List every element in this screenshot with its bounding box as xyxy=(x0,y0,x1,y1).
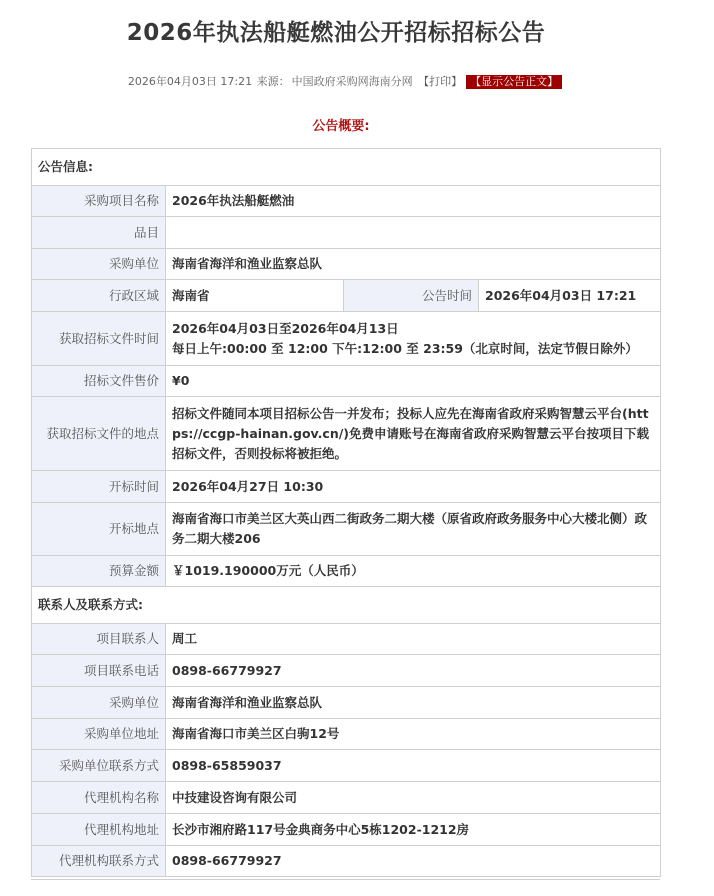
row-label: 预算金额 xyxy=(32,556,166,587)
print-link[interactable]: 【打印】 xyxy=(418,75,463,88)
open-time-value: 2026年04月27日 10:30 xyxy=(166,471,661,503)
contact-value: 海南省海口市美兰区白驹12号 xyxy=(166,719,661,750)
row-label: 行政区域 xyxy=(32,280,166,312)
table-row xyxy=(32,471,661,503)
contact-value: 长沙市湘府路117号金典商务中心5栋1202-1212房 xyxy=(166,814,661,846)
region-value: 海南省 xyxy=(166,280,344,312)
table-row xyxy=(32,217,661,249)
table-row xyxy=(32,750,661,782)
contact-value: 0898-65859037 xyxy=(166,750,661,782)
summary-heading: 公告概要: xyxy=(312,119,370,134)
row-label: 开标时间 xyxy=(32,471,166,503)
source-name: 中国政府采购网海南分网 xyxy=(291,75,413,88)
table-row xyxy=(32,503,661,556)
purchaser-value: 海南省海洋和渔业监察总队 xyxy=(166,249,661,280)
announcement-table xyxy=(31,148,661,877)
row-label: 代理机构地址 xyxy=(32,814,166,846)
budget-value: ￥1019.190000万元（人民币） xyxy=(166,556,661,587)
table-row xyxy=(32,624,661,655)
row-label: 开标地点 xyxy=(32,503,166,556)
row-label: 项目联系电话 xyxy=(32,655,166,687)
row-label: 招标文件售价 xyxy=(32,366,166,397)
row-label: 采购单位地址 xyxy=(32,719,166,750)
contact-value: 0898-66779927 xyxy=(166,655,661,687)
row-label: 代理机构名称 xyxy=(32,782,166,814)
row-label: 项目联系人 xyxy=(32,624,166,655)
row-label: 采购单位 xyxy=(32,249,166,280)
contact-value: 中技建设咨询有限公司 xyxy=(166,782,661,814)
show-text-button[interactable]: 【显示公告正文】 xyxy=(466,75,562,89)
doc-time-dates: 2026年04月03日至2026年04月13日 xyxy=(172,320,399,336)
section-row xyxy=(32,149,661,186)
section-row xyxy=(32,587,661,624)
publish-time-value: 2026年04月03日 17:21 xyxy=(479,280,661,312)
row-label: 采购项目名称 xyxy=(32,186,166,217)
publish-datetime: 2026年04月03日 17:21 xyxy=(127,75,253,88)
table-row xyxy=(32,655,661,687)
source-label: 来源： xyxy=(256,75,290,88)
row-label: 采购单位 xyxy=(32,687,166,719)
contact-section-title: 联系人及联系方式: xyxy=(32,587,661,624)
row-label: 获取招标文件的地点 xyxy=(32,397,166,471)
doc-price-value: ¥0 xyxy=(166,366,661,397)
row-label: 获取招标文件时间 xyxy=(32,312,166,366)
table-row xyxy=(32,814,661,846)
table-row xyxy=(32,366,661,397)
page-title: 2026年执法船艇燃油公开招标招标公告 xyxy=(126,20,546,46)
contact-value: 周工 xyxy=(166,624,661,655)
project-name-value: 2026年执法船艇燃油 xyxy=(166,186,661,217)
table-row xyxy=(32,186,661,217)
items-value xyxy=(166,217,661,249)
contact-value: 海南省海洋和渔业监察总队 xyxy=(166,687,661,719)
table-row xyxy=(32,280,661,312)
open-place-value: 海南省海口市美兰区大英山西二街政务二期大楼（原省政府政务服务中心大楼北侧）政务二期大楼206 xyxy=(166,503,661,556)
table-row xyxy=(32,846,661,877)
row-label: 公告时间 xyxy=(344,280,479,312)
contact-value: 0898-66779927 xyxy=(166,846,661,877)
announcement-section-title: 公告信息: xyxy=(32,149,661,186)
table-row xyxy=(32,782,661,814)
row-label: 品目 xyxy=(32,217,166,249)
row-label: 代理机构联系方式 xyxy=(32,846,166,877)
table-row xyxy=(32,719,661,750)
table-bottom-edge xyxy=(31,879,660,890)
doc-time-value xyxy=(166,312,661,366)
doc-time-hours: 每日上午:00:00 至 12:00 下午:12:00 至 23:59（北京时间，法定节假日除外） xyxy=(172,340,638,356)
meta-line xyxy=(0,73,690,89)
table-row xyxy=(32,397,661,471)
row-label: 采购单位联系方式 xyxy=(32,750,166,782)
table-row xyxy=(32,687,661,719)
doc-place-value: 招标文件随同本项目招标公告一并发布；投标人应先在海南省政府采购智慧云平台(https://ccgp-hainan.gov.cn/)免费申请账号在海南省政府采购智慧云平台按项目下载招标文件，否则投标将被拒绝。 xyxy=(166,397,661,471)
table-row xyxy=(32,312,661,366)
table-row xyxy=(32,556,661,587)
table-row xyxy=(32,249,661,280)
